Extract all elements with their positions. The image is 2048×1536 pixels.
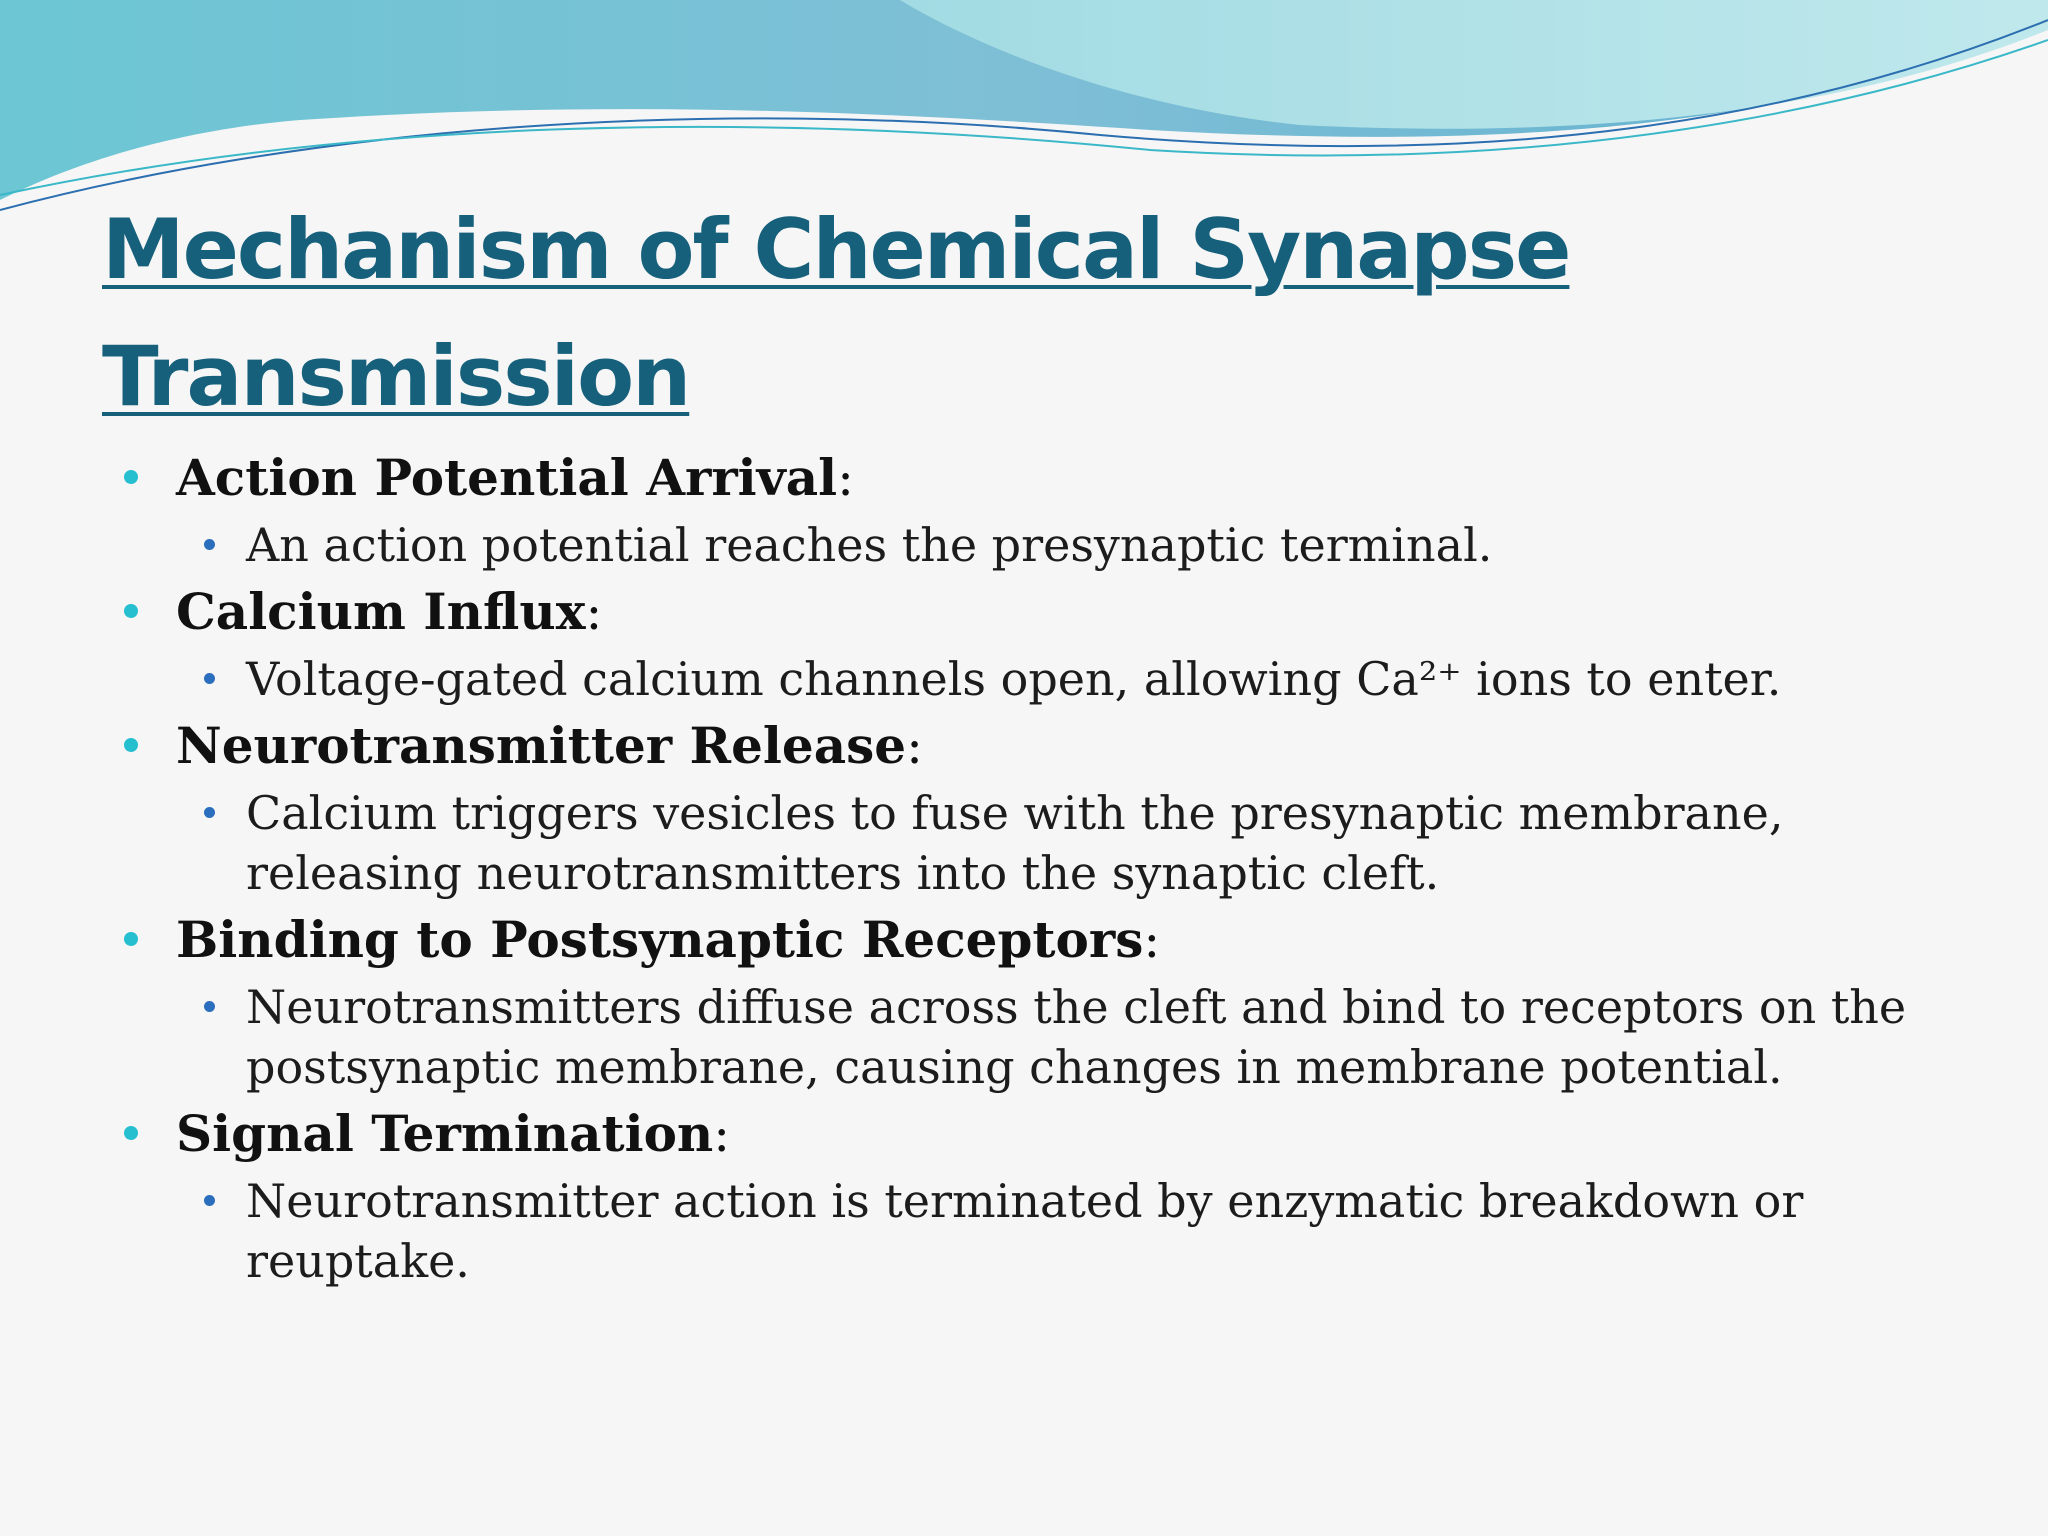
bullet-dot-icon — [124, 470, 138, 484]
list-item — [124, 575, 2004, 709]
bullet-dot-icon — [124, 932, 138, 946]
item-heading-suffix: : — [585, 583, 603, 641]
slide-title: Mechanism of Chemical Synapse Transmission — [102, 201, 1570, 425]
bullet-dot-icon — [124, 738, 138, 752]
bullet-dot-icon — [124, 604, 138, 618]
item-heading-suffix: : — [906, 717, 923, 775]
item-heading: Signal Termination — [176, 1104, 714, 1163]
item-heading-suffix: : — [837, 449, 854, 507]
item-heading: Action Potential Arrival — [176, 448, 838, 507]
list-item — [124, 709, 2004, 903]
sub-bullet-dot-icon — [204, 539, 215, 550]
item-detail: Voltage-gated calcium channels open, allowing Ca²⁺ ions to enter. — [246, 652, 1782, 706]
sub-bullet-dot-icon — [204, 1001, 215, 1012]
sub-bullet-dot-icon — [204, 807, 215, 818]
item-heading: Calcium Influx — [176, 582, 586, 641]
sub-bullet-dot-icon — [204, 673, 215, 684]
item-detail: An action potential reaches the presynaptic terminal. — [246, 518, 1493, 572]
item-detail: Neurotransmitter action is terminated by enzymatic breakdown or reuptake. — [246, 1174, 1804, 1288]
item-detail: Neurotransmitters diffuse across the cleft and bind to receptors on the postsynaptic membrane, causing changes in membrane potential. — [246, 980, 1907, 1094]
sub-bullet-dot-icon — [204, 1195, 215, 1206]
list-item — [124, 441, 2004, 575]
item-heading-suffix: : — [1143, 911, 1161, 969]
bullet-dot-icon — [124, 1126, 138, 1140]
bullet-list — [124, 441, 2004, 1291]
item-heading-suffix: : — [713, 1105, 731, 1163]
list-item — [124, 903, 2004, 1097]
item-detail: Calcium triggers vesicles to fuse with the presynaptic membrane, releasing neurotransmitters into the synaptic cleft. — [246, 786, 1784, 900]
item-heading: Neurotransmitter Release — [176, 716, 907, 775]
item-heading: Binding to Postsynaptic Receptors — [176, 910, 1144, 969]
list-item — [124, 1097, 2004, 1291]
